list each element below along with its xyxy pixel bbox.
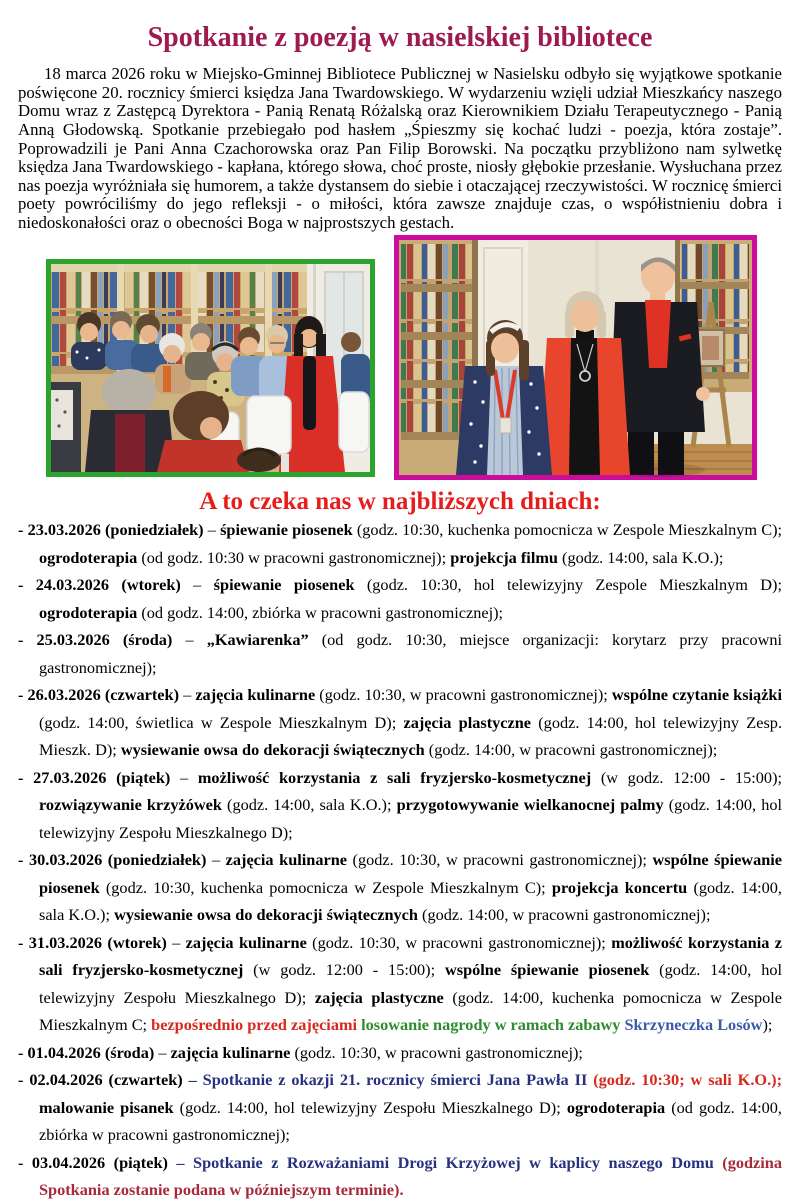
event-segment: – (206, 850, 226, 869)
event-segment: (godz. 10:30; w sali K.O.); (593, 1070, 782, 1089)
event-item (18, 681, 782, 764)
event-segment: – (203, 520, 221, 539)
event-segment: (godz. 14:00, świetlica w Zespole Mieszkalnym D); (39, 712, 404, 732)
event-segment: (w godz. 12:00 - 15:00); (591, 767, 783, 787)
event-segment: - 02.04.2026 (czwartek) (18, 1070, 189, 1089)
event-segment: - 31.03.2026 (wtorek) (18, 932, 167, 952)
event-segment: zajęcia kulinarne (170, 1042, 291, 1062)
audience-photo (46, 259, 375, 477)
event-segment: - 26.03.2026 (czwartek) (18, 685, 179, 704)
event-item (18, 626, 782, 681)
event-segment: wspólne śpiewanie piosenek (444, 960, 650, 979)
event-item (18, 516, 782, 571)
event-segment: możliwość korzystania z sali fryzjersko-kosmetycznej (39, 932, 782, 979)
event-segment: (godz. 10:30, w pracowni gastronomicznej); (290, 1042, 583, 1062)
event-item (18, 1066, 782, 1149)
event-segment: projekcja filmu (450, 547, 558, 567)
event-segment: rozwiązywanie krzyżówek (39, 795, 222, 814)
schedule-heading: A to czeka nas w najbliższych dniach: (199, 488, 601, 515)
event-segment: (godzina Spotkania zostanie podana w późniejszym terminie). (39, 1152, 782, 1199)
event-segment: - 03.04.2026 (piątek) (18, 1152, 177, 1172)
event-segment: ogrodoterapia (39, 602, 138, 622)
event-segment: - 25.03.2026 (środa) (18, 630, 173, 649)
event-segment: - 01.04.2026 (środa) (18, 1042, 155, 1062)
event-item (18, 929, 782, 1039)
event-segment: – (180, 575, 214, 594)
events-list (18, 516, 782, 1204)
event-segment: (godz. 10:30, w pracowni gastronomicznej); (306, 932, 612, 952)
event-segment: ogrodoterapia (39, 547, 138, 567)
event-item (18, 1039, 782, 1067)
event-segment: (godz. 14:00, w pracowni gastronomicznej); (424, 740, 718, 759)
event-segment: (godz. 14:00, sala K.O.); (221, 795, 397, 814)
event-segment: – (154, 1042, 171, 1062)
event-segment: (godz. 10:30, kuchenka pomocnicza w Zespole Mieszkalnym C); (99, 877, 552, 897)
event-segment: wysiewanie owsa do dekoracji świątecznych (114, 905, 418, 924)
event-segment: (od godz. 14:00, zbiórka w pracowni gastronomicznej); (39, 1097, 782, 1144)
event-segment: (godz. 14:00, hol telewizyjny Zespołu Mieszkalnego D); (39, 795, 783, 842)
event-segment: – (166, 932, 186, 952)
newsletter-page (0, 22, 800, 1199)
event-segment: projekcja koncertu (551, 877, 688, 897)
event-segment: (godz. 14:00, sala K.O.); (557, 547, 724, 567)
event-item (18, 571, 782, 626)
event-segment: – (179, 685, 196, 704)
event-segment: – (170, 767, 198, 787)
event-segment: (od godz. 14:00, zbiórka w pracowni gastronomicznej); (137, 602, 504, 622)
event-segment: (godz. 10:30, w pracowni gastronomicznej); (347, 850, 653, 869)
event-segment: (godz. 14:00, w pracowni gastronomicznej); (417, 905, 711, 924)
event-segment: (w godz. 12:00 - 15:00); (243, 960, 445, 979)
event-segment: „Kawiarenka” (206, 630, 309, 649)
event-segment: - 23.03.2026 (poniedziałek) (18, 520, 204, 539)
event-segment: ); (762, 1015, 773, 1034)
event-segment: malowanie pisanek (39, 1097, 174, 1117)
event-segment: (godz. 14:00, hol telewizyjny Zespołu Mieszkalnego D); (39, 960, 783, 1007)
event-segment: (godz. 10:30, kuchenka pomocnicza w Zespole Mieszkalnym C); (352, 520, 783, 539)
event-segment: - 27.03.2026 (piątek) (18, 767, 171, 787)
event-segment: - 30.03.2026 (poniedziałek) (18, 850, 207, 869)
event-segment: (od godz. 10:30 w pracowni gastronomicznej); (137, 547, 451, 567)
audience-photo-illustration (51, 264, 370, 472)
event-segment: przygotowywanie wielkanocnej palmy (396, 795, 664, 814)
event-segment: śpiewanie piosenek (213, 575, 355, 594)
event-segment: (godz. 10:30, w pracowni gastronomicznej); (315, 685, 612, 704)
event-segment: śpiewanie piosenek (220, 520, 353, 539)
event-item (18, 764, 782, 847)
event-segment: (od godz. 10:30, miejsce organizacji: korytarz przy pracowni gastronomicznej); (39, 630, 783, 677)
guests-photo-illustration (399, 240, 752, 475)
event-item (18, 846, 782, 929)
event-segment: losowanie nagrody w ramach zabawy (361, 1015, 625, 1034)
page-title: Spotkanie z poezją w nasielskiej bibliotece (147, 22, 653, 53)
event-segment: zajęcia plastyczne (314, 987, 444, 1007)
event-segment: (godz. 14:00, hol telewizyjny Zespołu Mieszkalnego D); (173, 1097, 567, 1117)
event-segment: bezpośrednio przed zajęciami (151, 1015, 362, 1034)
event-segment: zajęcia plastyczne (403, 712, 532, 732)
event-segment: wspólne śpiewanie piosenek (39, 850, 783, 897)
event-segment: możliwość korzystania z sali fryzjersko-kosmetycznej (197, 767, 592, 787)
event-segment: (godz. 14:00, sala K.O.); (39, 877, 782, 924)
event-segment: wspólne czytanie książki (611, 685, 782, 704)
event-segment: ogrodoterapia (566, 1097, 666, 1117)
event-segment: - 24.03.2026 (wtorek) (18, 575, 181, 594)
event-segment: – Spotkanie z okazji 21. rocznicy śmierci Jana Pawła II (188, 1070, 594, 1089)
guests-photo (394, 235, 757, 480)
intro-paragraph: 18 marca 2026 roku w Miejsko-Gminnej Bibliotece Publicznej w Nasielsku odbyło się wyjątkowe spotkanie poświęcone 20. rocznicy śmierci księdza Jana Twardowskiego. W wydarzeniu wzięli udział Mieszkańcy naszego Domu wraz z Zastępcą Dyrektora - Panią Renatą Różalską oraz Kierownikiem Działu Terapeutycznego - Panią Anną Głodowską. Spotkanie przebiegało pod hasłem „Śpieszmy się kochać ludzi - poezja, która zostaje”. Poprowadzili je Pani Anna Czachorowska oraz Pan Filip Borowski. Na początku przybliżono nam sylwetkę księdza Jana Twardowskiego - kapłana, którego słowa, choć proste, niosły głębokie przesłanie. Wysłuchana przez nas poezja wyróżniała się humorem, a także dystansem do siebie i otaczającej rzeczywistości. W rocznicę śmierci poety powróciliśmy do jego refleksji - o miłości, która zawsze znajduje czas, o współistnieniu dobra i niedoskonałości oraz o obecności Boga w najprostszych gestach. (18, 64, 783, 232)
event-segment: (godz. 14:00, hol telewizyjny Zesp. Mieszk. D); (39, 712, 783, 759)
event-segment: – Spotkanie z Rozważaniami Drogi Krzyżowej w kaplicy naszego Domu (176, 1152, 723, 1172)
event-segment: Skrzyneczka Losów (624, 1015, 763, 1034)
event-segment: zajęcia kulinarne (195, 685, 316, 704)
event-segment: zajęcia kulinarne (225, 850, 347, 869)
event-item (18, 1149, 782, 1204)
event-segment: – (172, 630, 207, 649)
event-segment: wysiewanie owsa do dekoracji świątecznych (120, 740, 425, 759)
event-segment: (godz. 10:30, hol telewizyjny Zespole Mieszkalnym D); (354, 575, 782, 594)
event-segment: zajęcia kulinarne (185, 932, 307, 952)
event-segment: (godz. 14:00, kuchenka pomocnicza w Zespole Mieszkalnym C; (39, 987, 783, 1034)
